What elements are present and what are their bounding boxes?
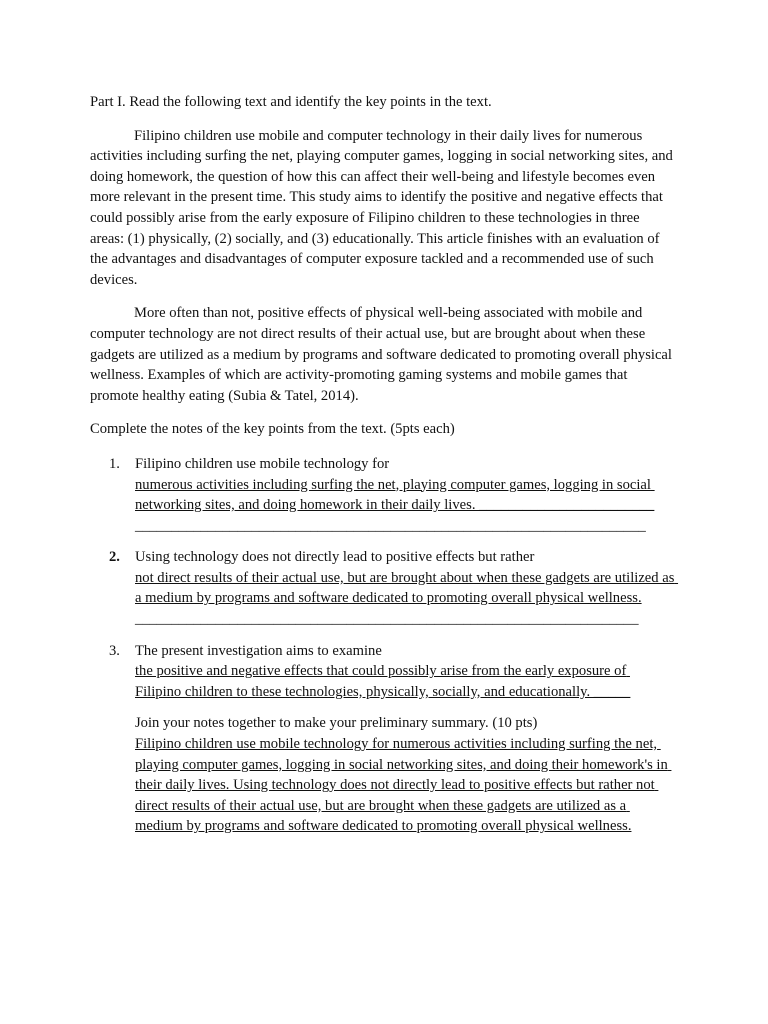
item-number: 1.: [109, 455, 120, 472]
item-blank-line: ______________________________________________________________________: [135, 517, 646, 534]
item-answer: numerous activities including surfing the net, playing computer games, logging in social networking sites, and doing homework in their daily lives. ________________________: [135, 476, 655, 514]
paragraph-1: Filipino children use mobile and computer technology in their daily lives for numerous activities including surfing the net, playing computer games, logging in social networking sites, and doing homework, the question of how this can affect their well-being and lifestyle becomes even more relevant in the present time. This study aims to identify the positive and negative effects that could possibly arise from the early exposure of Filipino children to these technologies in three areas: (1) physically, (2) socially, and (3) educationally. This article finishes with an evaluation of the advantages and disadvantages of computer exposure tackled and a recommended use of such devices.: [90, 127, 673, 288]
key-point-1: [90, 454, 675, 536]
summary-prompt: Join your notes together to make your preliminary summary. (10 pts): [135, 715, 538, 732]
item-prompt: The present investigation aims to examine: [135, 642, 382, 659]
item-answer: the positive and negative effects that could possibly arise from the early exposure of Filipino children to these technologies, physically, socially, and educationally. _____: [135, 663, 631, 700]
item-number: 3.: [109, 642, 120, 659]
item-blank-line: _____________________________________________________________________: [135, 611, 639, 628]
key-points-list: [90, 454, 679, 703]
paragraph-2: More often than not, positive effects of physical well-being associated with mobile and computer technology are not direct results of their actual use, but are brought about when these gadgets are utilized as a medium by programs and software dedicated to promoting overall physical wellness. Examples of which are activity-promoting gaming systems and mobile games that promote healthy eating (Subia & Tatel, 2014).: [90, 305, 672, 404]
instructions: Complete the notes of the key points from the text. (5pts each): [90, 421, 455, 438]
summary-section: [90, 713, 675, 837]
item-answer: not direct results of their actual use, but are brought about when these gadgets are utilized as a medium by programs and software dedicated to promoting overall physical wellness.: [135, 569, 679, 607]
document-page: [90, 92, 679, 837]
key-point-3: [90, 641, 675, 703]
key-point-2: [90, 547, 679, 629]
item-number: 2.: [109, 549, 120, 566]
item-prompt: Using technology does not directly lead to positive effects but rather: [135, 549, 535, 566]
summary-answer: Filipino children use mobile technology for numerous activities including surfing the net, playing computer games, logging in social networking sites, and doing their homework's in their daily lives. Using technology does not directly lead to positive effects but rather not direct results of their actual use, but are brought when these gadgets are utilized as a medium by programs and software dedicated to promoting overall physical wellness.: [135, 736, 672, 835]
item-prompt: Filipino children use mobile technology for: [135, 455, 390, 472]
part-heading: Part I. Read the following text and identify the key points in the text.: [90, 94, 492, 110]
